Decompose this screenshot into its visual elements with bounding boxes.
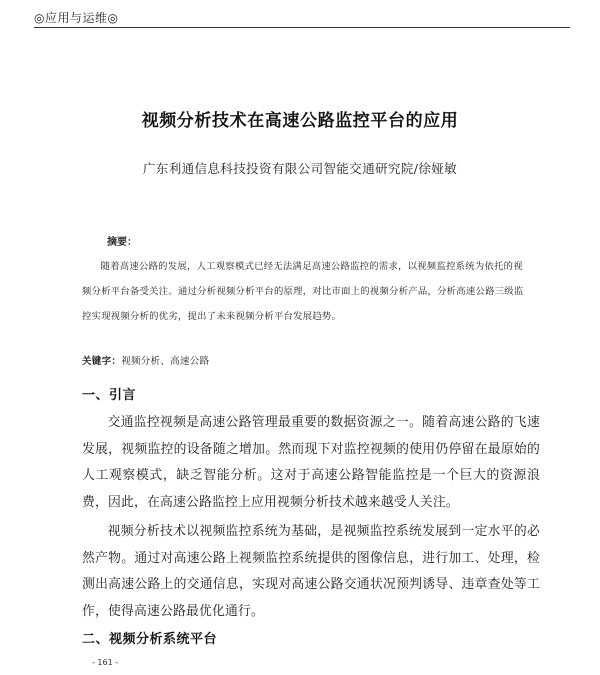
keywords-label: 关键字： bbox=[82, 356, 122, 367]
abstract-label: 摘要： bbox=[107, 237, 137, 248]
page-number: - 161 - bbox=[92, 658, 119, 667]
paragraph-introduction-1: 交通监控视频是高速公路管理最重要的数据资源之一。随着高速公路的飞速发展，视频监控的设备随之增加。然而现下对监控视频的使用仍停留在最原始的人工观察模式，缺乏智能分析。这对于高速公路智能监控是一个巨大的资源浪费，因此，在高速公路监控上应用视频分析技术越来越受人关注。 bbox=[82, 415, 540, 510]
abstract-text: 随着高速公路的发展，人工观察模式已经无法满足高速公路监控的需求，以视频监控系统为依托的视频分析平台备受关注。通过分析视频分析平台的原理，对比市面上的视频分析产品，分析高速公路三级监控实现视频分析的优劣，提出了未来视频分析平台发展趋势。 bbox=[82, 261, 524, 322]
article-title: 视频分析技术在高速公路监控平台的应用 bbox=[141, 111, 459, 131]
keywords-line bbox=[82, 353, 209, 367]
article-authors: 广东利通信息科技投资有限公司智能交通研究院/徐娅敏 bbox=[142, 161, 458, 176]
header-divider bbox=[34, 27, 570, 28]
section-header-tag: ◎应用与运维◎ bbox=[34, 11, 119, 25]
section-heading-introduction: 一、引言 bbox=[82, 388, 137, 403]
paragraph-introduction-2: 视频分析技术以视频监控系统为基础，是视频监控系统发展到一定水平的必然产物。通过对高速公路上视频监控系统提供的图像信息，进行加工、处理，检测出高速公路上的交通信息，实现对高速公路交通状况预判诱导、违章查处等工作，使得高速公路最优化通行。 bbox=[82, 524, 540, 619]
section-heading-platform: 二、视频分析系统平台 bbox=[82, 632, 218, 647]
keywords-text: 视频分析、高速公路 bbox=[121, 356, 210, 367]
